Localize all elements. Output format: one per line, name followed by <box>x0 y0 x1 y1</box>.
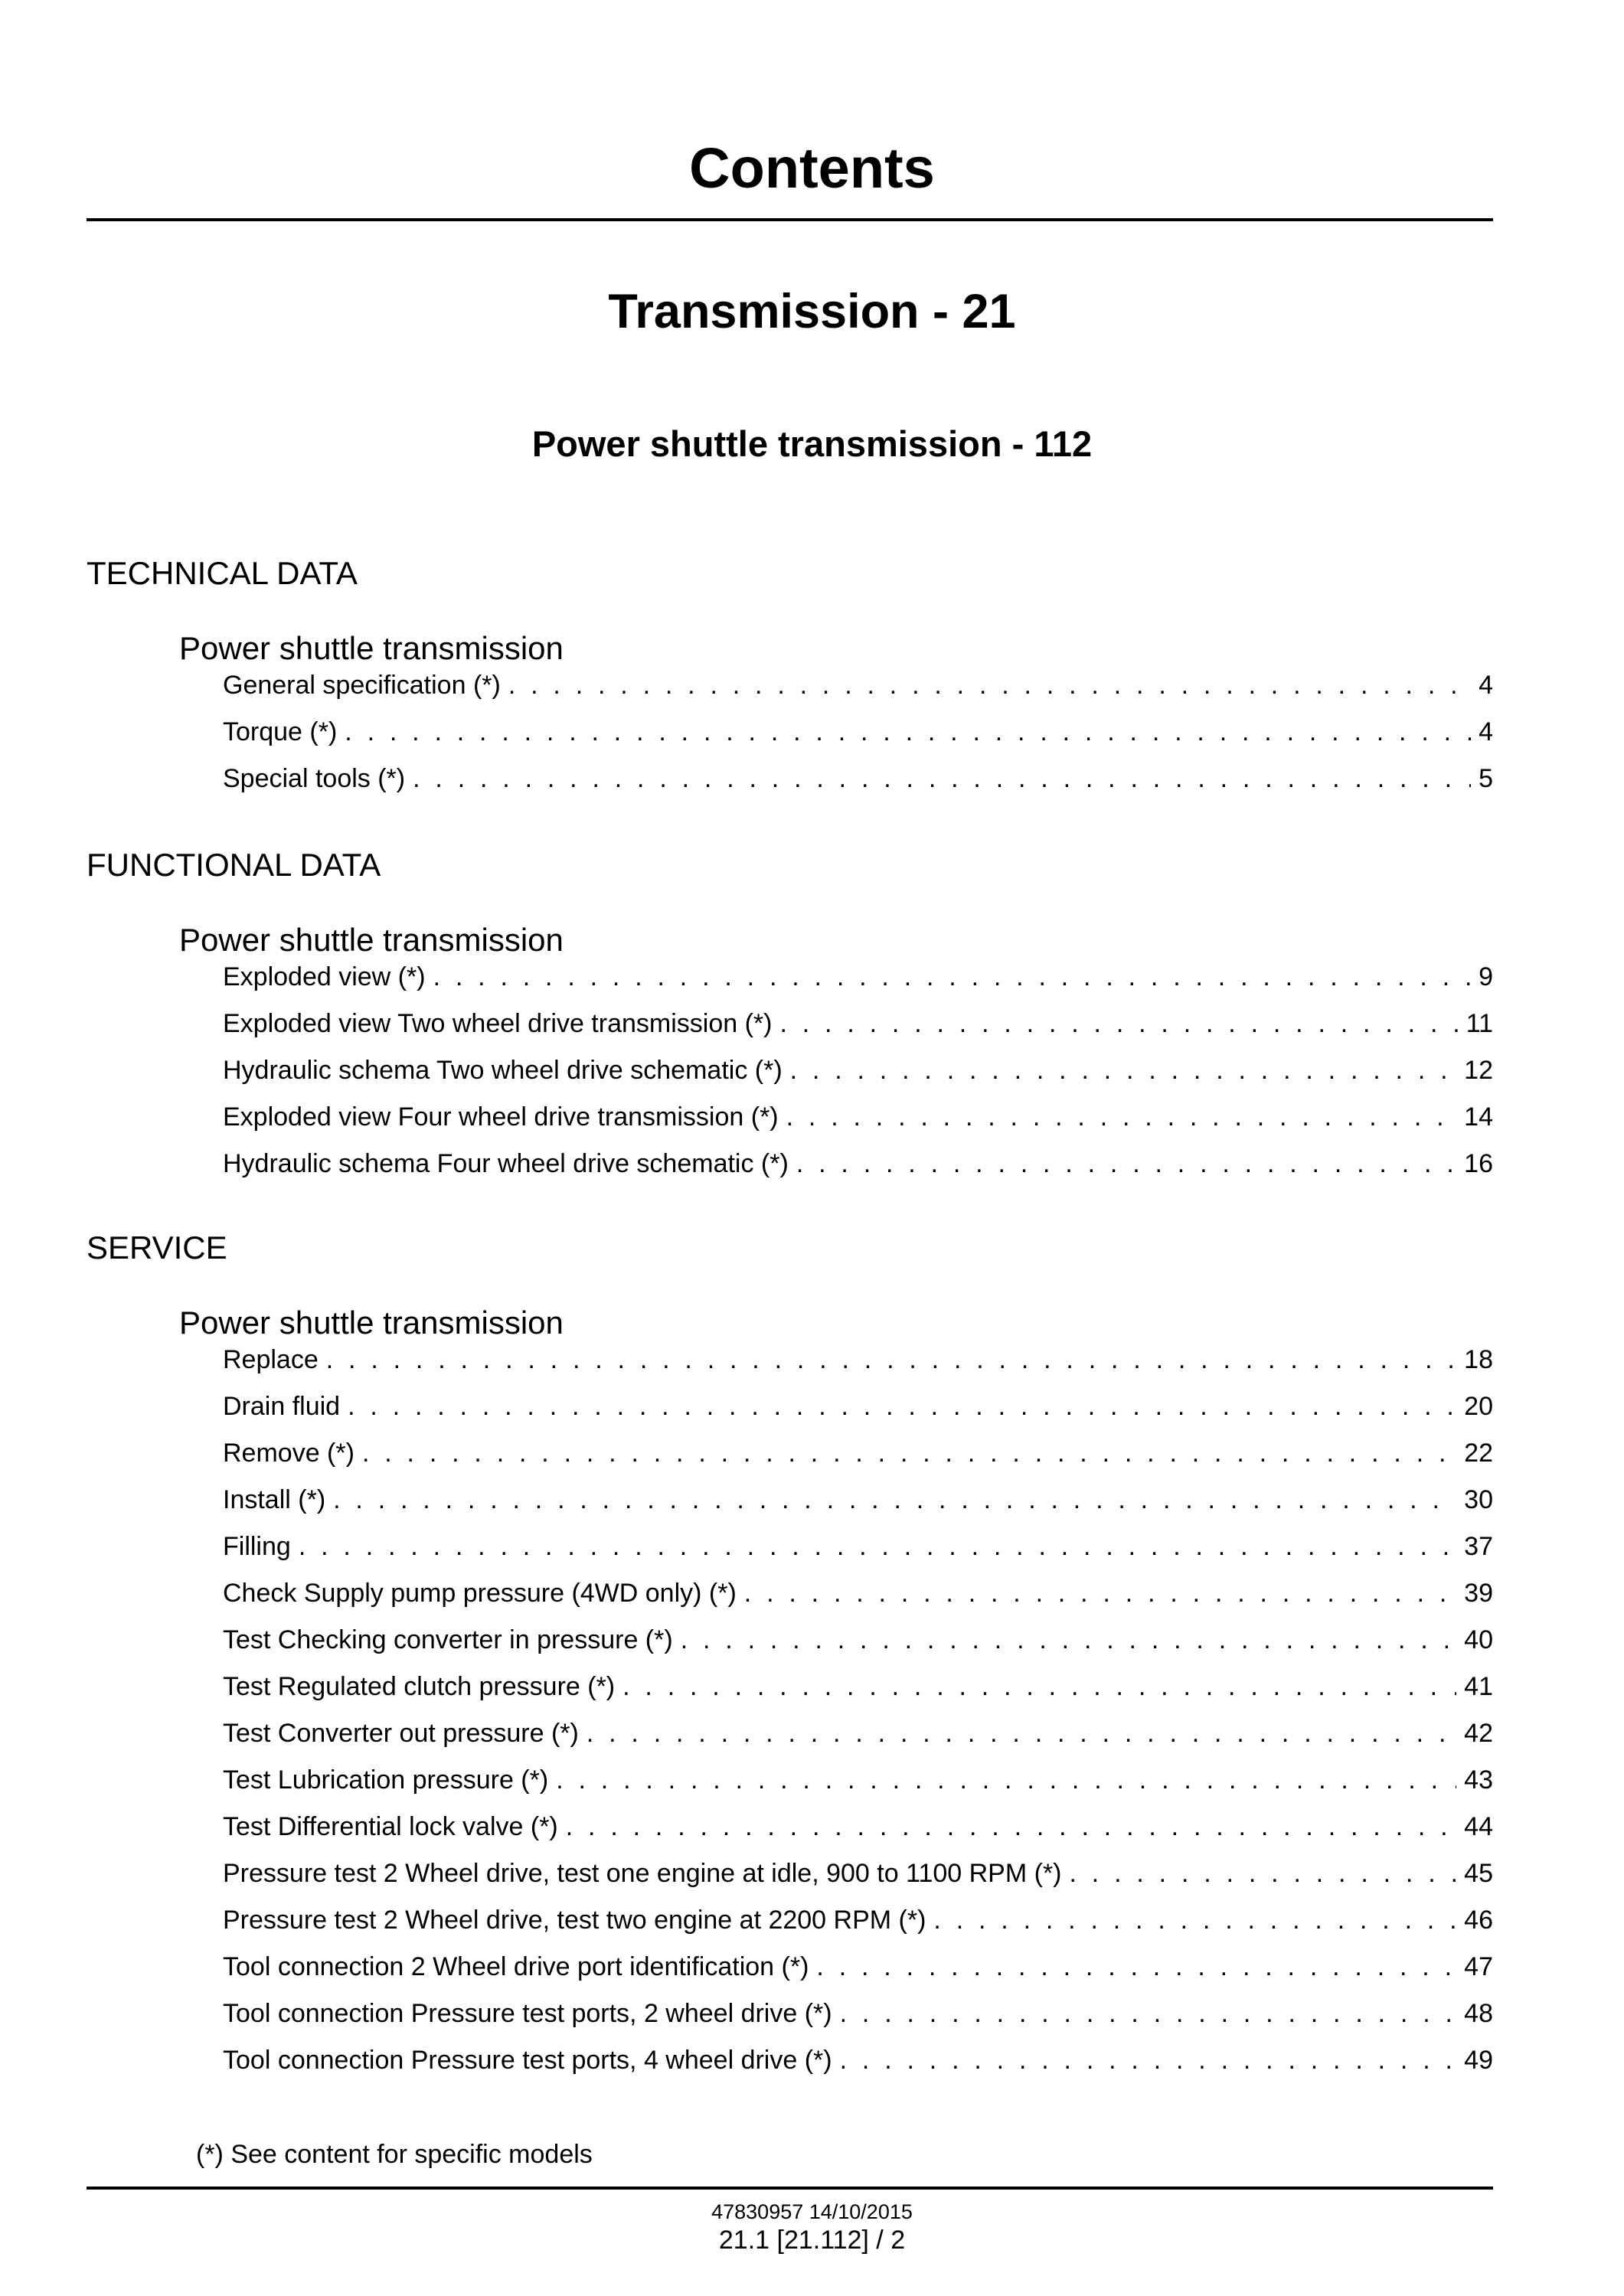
toc-entry[interactable] <box>223 1670 1493 1703</box>
footnote: (*) See content for specific models <box>196 2140 593 2169</box>
toc-entry[interactable] <box>223 1997 1493 2030</box>
toc-entry-label: Special tools (*) <box>223 764 406 793</box>
toc-entry[interactable] <box>223 668 1493 702</box>
dot-leader <box>508 668 1471 702</box>
toc-entry[interactable] <box>223 1390 1493 1423</box>
toc-entry-label: Filling <box>223 1532 291 1561</box>
toc-entry[interactable] <box>223 1100 1493 1134</box>
toc-entry-page: 12 <box>1464 1056 1493 1085</box>
toc-entry[interactable] <box>223 1716 1493 1750</box>
toc-entry-page: 48 <box>1464 1999 1493 2028</box>
toc-entry[interactable] <box>223 1857 1493 1890</box>
category-functional-data: FUNCTIONAL DATA <box>87 847 381 883</box>
dot-leader <box>333 1483 1456 1517</box>
toc-entry-label: Tool connection 2 Wheel drive port identification (*) <box>223 1952 809 1981</box>
toc-entry-page: 14 <box>1464 1102 1493 1132</box>
toc-entry-page: 45 <box>1464 1859 1493 1888</box>
category-technical-data: TECHNICAL DATA <box>87 555 358 591</box>
dot-leader <box>933 1903 1456 1937</box>
toc-entry-page: 49 <box>1464 2046 1493 2075</box>
dot-leader <box>299 1530 1456 1563</box>
toc-entry[interactable] <box>223 1343 1493 1377</box>
toc-entry[interactable] <box>223 1483 1493 1517</box>
toc-entry-label: Test Differential lock valve (*) <box>223 1812 558 1841</box>
toc-entry-label: Test Converter out pressure (*) <box>223 1719 579 1748</box>
dot-leader <box>566 1810 1456 1844</box>
dot-leader <box>681 1623 1456 1657</box>
group-title: Power shuttle transmission <box>179 1305 564 1341</box>
page-title: Contents <box>689 136 935 200</box>
toc-entry-label: Drain fluid <box>223 1392 341 1421</box>
dot-leader <box>796 1147 1456 1181</box>
toc-entry-page: 16 <box>1464 1149 1493 1178</box>
toc-entry[interactable] <box>223 2043 1493 2077</box>
toc-entry-page: 22 <box>1464 1439 1493 1468</box>
toc-entry-label: Tool connection Pressure test ports, 2 wheel drive (*) <box>223 1999 832 2028</box>
toc-entry[interactable] <box>223 1053 1493 1087</box>
toc-entry-label: Install (*) <box>223 1485 326 1514</box>
toc-entry-page: 4 <box>1479 671 1493 700</box>
toc-entry-label: Tool connection Pressure test ports, 4 wheel drive (*) <box>223 2046 832 2075</box>
document-reference: 47830957 14/10/2015 <box>711 2200 913 2223</box>
toc-entry-page: 42 <box>1464 1719 1493 1748</box>
toc-entry-page: 40 <box>1464 1625 1493 1654</box>
dot-leader <box>840 1997 1457 2030</box>
toc-entry[interactable] <box>223 762 1493 795</box>
toc-entry-label: Exploded view (*) <box>223 962 426 991</box>
dot-leader <box>790 1053 1457 1087</box>
toc-entry-page: 44 <box>1464 1812 1493 1841</box>
toc-entry-label: Hydraulic schema Four wheel drive schematic (*) <box>223 1149 789 1178</box>
toc-entry-label: Pressure test 2 Wheel drive, test two engine at 2200 RPM (*) <box>223 1906 926 1935</box>
toc-entry[interactable] <box>223 1903 1493 1937</box>
toc-entry[interactable] <box>223 1530 1493 1563</box>
toc-entry-label: Remove (*) <box>223 1439 355 1468</box>
group-title: Power shuttle transmission <box>179 630 564 666</box>
dot-leader <box>362 1436 1456 1470</box>
dot-leader <box>744 1576 1456 1610</box>
group-title: Power shuttle transmission <box>179 922 564 958</box>
toc-entry-page: 37 <box>1464 1532 1493 1561</box>
dot-leader <box>779 1007 1458 1040</box>
toc-entry-page: 4 <box>1479 717 1493 746</box>
section-title: Power shuttle transmission - 112 <box>531 423 1093 464</box>
toc-entry-page: 5 <box>1479 764 1493 793</box>
toc-entry-label: Test Checking converter in pressure (*) <box>223 1625 673 1654</box>
toc-entry[interactable] <box>223 715 1493 749</box>
toc-entry[interactable] <box>223 1950 1493 1984</box>
toc-entry[interactable] <box>223 1576 1493 1610</box>
toc-entry-label: Pressure test 2 Wheel drive, test one engine at idle, 900 to 1100 RPM (*) <box>223 1859 1062 1888</box>
toc-entry-label: Exploded view Four wheel drive transmission (*) <box>223 1102 779 1132</box>
toc-entry[interactable] <box>223 960 1493 994</box>
toc-entry-label: Torque (*) <box>223 717 338 746</box>
toc-entry-page: 41 <box>1464 1672 1493 1701</box>
toc-entry-page: 30 <box>1464 1485 1493 1514</box>
toc-entry-page: 18 <box>1464 1345 1493 1374</box>
bottom-divider <box>87 2187 1493 2190</box>
dot-leader <box>556 1763 1456 1797</box>
toc-entry-page: 11 <box>1466 1009 1493 1038</box>
dot-leader <box>840 2043 1457 2077</box>
toc-entry-page: 39 <box>1464 1579 1493 1608</box>
toc-entry[interactable] <box>223 1623 1493 1657</box>
toc-entry[interactable] <box>223 1763 1493 1797</box>
dot-leader <box>345 715 1471 749</box>
toc-entry-label: Exploded view Two wheel drive transmission (*) <box>223 1009 773 1038</box>
toc-entry-page: 46 <box>1464 1906 1493 1935</box>
toc-entry-label: Check Supply pump pressure (4WD only) (*) <box>223 1579 737 1608</box>
toc-entry-page: 9 <box>1479 962 1493 991</box>
toc-entry-page: 47 <box>1464 1952 1493 1981</box>
dot-leader <box>348 1390 1456 1423</box>
toc-entry-page: 43 <box>1464 1765 1493 1795</box>
dot-leader <box>433 960 1472 994</box>
dot-leader <box>326 1343 1456 1377</box>
dot-leader <box>413 762 1471 795</box>
toc-entry[interactable] <box>223 1436 1493 1470</box>
toc-entry[interactable] <box>223 1007 1493 1040</box>
toc-entry-label: General specification (*) <box>223 671 501 700</box>
dot-leader <box>816 1950 1456 1984</box>
toc-entry[interactable] <box>223 1147 1493 1181</box>
dot-leader <box>587 1716 1456 1750</box>
toc-entry[interactable] <box>223 1810 1493 1844</box>
page-number: 21.1 [21.112] / 2 <box>718 2226 906 2255</box>
toc-entry-label: Test Lubrication pressure (*) <box>223 1765 549 1795</box>
toc-entry-label: Hydraulic schema Two wheel drive schematic (*) <box>223 1056 783 1085</box>
dot-leader <box>1070 1857 1457 1890</box>
top-divider <box>87 218 1493 221</box>
toc-entry-label: Test Regulated clutch pressure (*) <box>223 1672 616 1701</box>
toc-entry-label: Replace <box>223 1345 319 1374</box>
category-service: SERVICE <box>87 1230 227 1266</box>
dot-leader <box>786 1100 1457 1134</box>
dot-leader <box>622 1670 1456 1703</box>
toc-entry-page: 20 <box>1464 1392 1493 1421</box>
chapter-title: Transmission - 21 <box>608 285 1016 338</box>
